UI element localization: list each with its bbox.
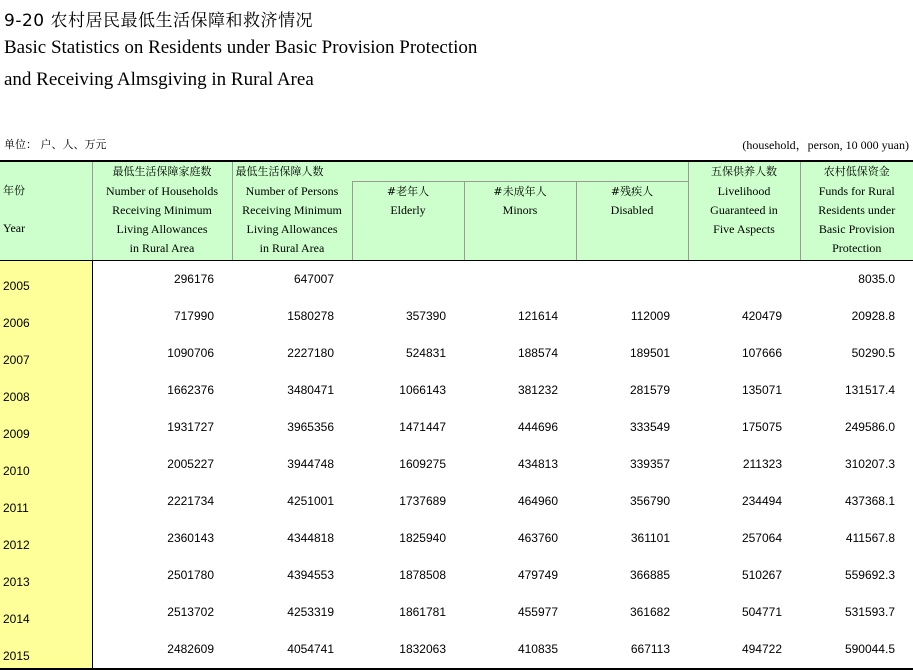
header-funds-cn: 农村低保资金	[801, 162, 913, 181]
cell-funds: 20928.8	[800, 298, 913, 335]
header-minors-cn: #未成年人	[465, 182, 576, 201]
header-minors-en: Minors	[465, 201, 576, 220]
cell-year: 2014	[0, 594, 92, 631]
cell-year: 2005	[0, 260, 92, 298]
cell-disabled: 356790	[576, 483, 688, 520]
cell-elderly: 1609275	[352, 446, 464, 483]
header-households	[92, 161, 232, 182]
cell-elderly: 1825940	[352, 520, 464, 557]
cell-persons: 4251001	[232, 483, 352, 520]
table-row	[0, 335, 913, 372]
cell-year: 2007	[0, 335, 92, 372]
header-elderly-en: Elderly	[353, 201, 464, 220]
table-row	[0, 372, 913, 409]
cell-wubao: 175075	[688, 409, 800, 446]
cell-persons: 2227180	[232, 335, 352, 372]
cell-wubao: 135071	[688, 372, 800, 409]
cell-minors: 410835	[464, 631, 576, 669]
header-wubao-en-3: Five Aspects	[689, 220, 800, 239]
cell-minors: 464960	[464, 483, 576, 520]
cell-households: 2221734	[92, 483, 232, 520]
cell-wubao: 257064	[688, 520, 800, 557]
cell-funds: 50290.5	[800, 335, 913, 372]
cell-minors: 381232	[464, 372, 576, 409]
table-row	[0, 298, 913, 335]
table-row	[0, 594, 913, 631]
cell-elderly: 1832063	[352, 631, 464, 669]
cell-disabled: 189501	[576, 335, 688, 372]
header-funds-en-2: Residents under	[801, 201, 913, 220]
cell-wubao: 494722	[688, 631, 800, 669]
table-row	[0, 483, 913, 520]
cell-minors: 479749	[464, 557, 576, 594]
unit-label-cn: 单位： 户、人、万元	[4, 136, 107, 152]
cell-funds: 249586.0	[800, 409, 913, 446]
header-persons-en-4: in Rural Area	[233, 239, 352, 258]
header-disabled-en: Disabled	[577, 201, 688, 220]
cell-households: 2005227	[92, 446, 232, 483]
cell-funds: 8035.0	[800, 260, 913, 298]
cell-funds: 590044.5	[800, 631, 913, 669]
cell-minors: 434813	[464, 446, 576, 483]
cell-funds: 411567.8	[800, 520, 913, 557]
cell-year: 2015	[0, 631, 92, 669]
cell-minors: 455977	[464, 594, 576, 631]
table-row	[0, 260, 913, 298]
cell-year: 2012	[0, 520, 92, 557]
cell-households: 1090706	[92, 335, 232, 372]
header-elderly-cn: #老年人	[353, 182, 464, 201]
cell-households: 717990	[92, 298, 232, 335]
cell-minors: 463760	[464, 520, 576, 557]
cell-disabled: 667113	[576, 631, 688, 669]
cell-funds: 131517.4	[800, 372, 913, 409]
table-row	[0, 631, 913, 669]
header-persons-en-2: Receiving Minimum	[233, 201, 352, 220]
header-funds-en	[800, 182, 913, 261]
header-funds-en-3: Basic Provision	[801, 220, 913, 239]
table-row	[0, 446, 913, 483]
header-wubao-en-1: Livelihood	[689, 182, 800, 201]
header-persons-cn: 最低生活保障人数	[236, 162, 688, 181]
cell-disabled	[576, 260, 688, 298]
cell-wubao: 234494	[688, 483, 800, 520]
header-persons-en-1: Number of Persons	[233, 182, 352, 201]
cell-persons: 3480471	[232, 372, 352, 409]
cell-households: 1662376	[92, 372, 232, 409]
header-elderly	[352, 182, 464, 261]
header-year-cn: 年份	[3, 181, 92, 200]
header-year-en: Year	[3, 219, 92, 238]
table-row	[0, 409, 913, 446]
header-year	[0, 161, 92, 260]
header-disabled-cn: #残疾人	[577, 182, 688, 201]
cell-year: 2011	[0, 483, 92, 520]
cell-disabled: 361682	[576, 594, 688, 631]
cell-persons: 3944748	[232, 446, 352, 483]
table-row	[0, 520, 913, 557]
cell-elderly: 1878508	[352, 557, 464, 594]
cell-funds: 559692.3	[800, 557, 913, 594]
cell-households: 1931727	[92, 409, 232, 446]
cell-minors	[464, 260, 576, 298]
header-households-en-3: Living Allowances	[93, 220, 232, 239]
cell-funds: 531593.7	[800, 594, 913, 631]
cell-households: 2482609	[92, 631, 232, 669]
header-disabled	[576, 182, 688, 261]
header-wubao-en	[688, 182, 800, 261]
cell-households: 2360143	[92, 520, 232, 557]
statistics-table	[0, 160, 913, 670]
cell-wubao	[688, 260, 800, 298]
header-persons	[232, 161, 688, 182]
cell-year: 2008	[0, 372, 92, 409]
table-row	[0, 557, 913, 594]
cell-disabled: 366885	[576, 557, 688, 594]
cell-wubao: 420479	[688, 298, 800, 335]
cell-persons: 4054741	[232, 631, 352, 669]
cell-persons: 1580278	[232, 298, 352, 335]
cell-year: 2009	[0, 409, 92, 446]
page-title-en-line2: and Receiving Almsgiving in Rural Area	[4, 69, 314, 91]
cell-persons: 4344818	[232, 520, 352, 557]
header-wubao-en-2: Guaranteed in	[689, 201, 800, 220]
cell-persons: 4253319	[232, 594, 352, 631]
cell-persons: 647007	[232, 260, 352, 298]
cell-elderly	[352, 260, 464, 298]
header-funds-en-4: Protection	[801, 239, 913, 258]
header-households-en-1: Number of Households	[93, 182, 232, 201]
cell-wubao: 211323	[688, 446, 800, 483]
cell-persons: 4394553	[232, 557, 352, 594]
cell-funds: 310207.3	[800, 446, 913, 483]
cell-wubao: 510267	[688, 557, 800, 594]
header-wubao-cn: 五保供养人数	[689, 162, 800, 181]
cell-minors: 444696	[464, 409, 576, 446]
cell-elderly: 1737689	[352, 483, 464, 520]
cell-disabled: 281579	[576, 372, 688, 409]
page-title-en-line1: Basic Statistics on Residents under Basic Provision Protection	[4, 37, 477, 59]
header-households-en-2: Receiving Minimum	[93, 201, 232, 220]
header-persons-en-3: Living Allowances	[233, 220, 352, 239]
header-wubao	[688, 161, 800, 182]
cell-households: 296176	[92, 260, 232, 298]
header-persons-en	[232, 182, 352, 261]
cell-wubao: 107666	[688, 335, 800, 372]
header-funds	[800, 161, 913, 182]
cell-elderly: 1066143	[352, 372, 464, 409]
cell-persons: 3965356	[232, 409, 352, 446]
cell-disabled: 112009	[576, 298, 688, 335]
header-households-cn: 最低生活保障家庭数	[93, 162, 232, 181]
table-body	[0, 260, 913, 669]
cell-funds: 437368.1	[800, 483, 913, 520]
cell-elderly: 524831	[352, 335, 464, 372]
header-households-en	[92, 182, 232, 261]
header-funds-en-1: Funds for Rural	[801, 182, 913, 201]
cell-year: 2010	[0, 446, 92, 483]
cell-disabled: 339357	[576, 446, 688, 483]
cell-disabled: 361101	[576, 520, 688, 557]
header-minors	[464, 182, 576, 261]
cell-households: 2501780	[92, 557, 232, 594]
cell-elderly: 1861781	[352, 594, 464, 631]
cell-minors: 188574	[464, 335, 576, 372]
cell-year: 2006	[0, 298, 92, 335]
header-households-en-4: in Rural Area	[93, 239, 232, 258]
page-title-cn: 9-20 农村居民最低生活保障和救济情况	[4, 6, 313, 31]
cell-households: 2513702	[92, 594, 232, 631]
cell-minors: 121614	[464, 298, 576, 335]
cell-elderly: 357390	[352, 298, 464, 335]
cell-elderly: 1471447	[352, 409, 464, 446]
cell-wubao: 504771	[688, 594, 800, 631]
unit-label-en: (household，person, 10 000 yuan)	[742, 136, 909, 153]
cell-disabled: 333549	[576, 409, 688, 446]
cell-year: 2013	[0, 557, 92, 594]
